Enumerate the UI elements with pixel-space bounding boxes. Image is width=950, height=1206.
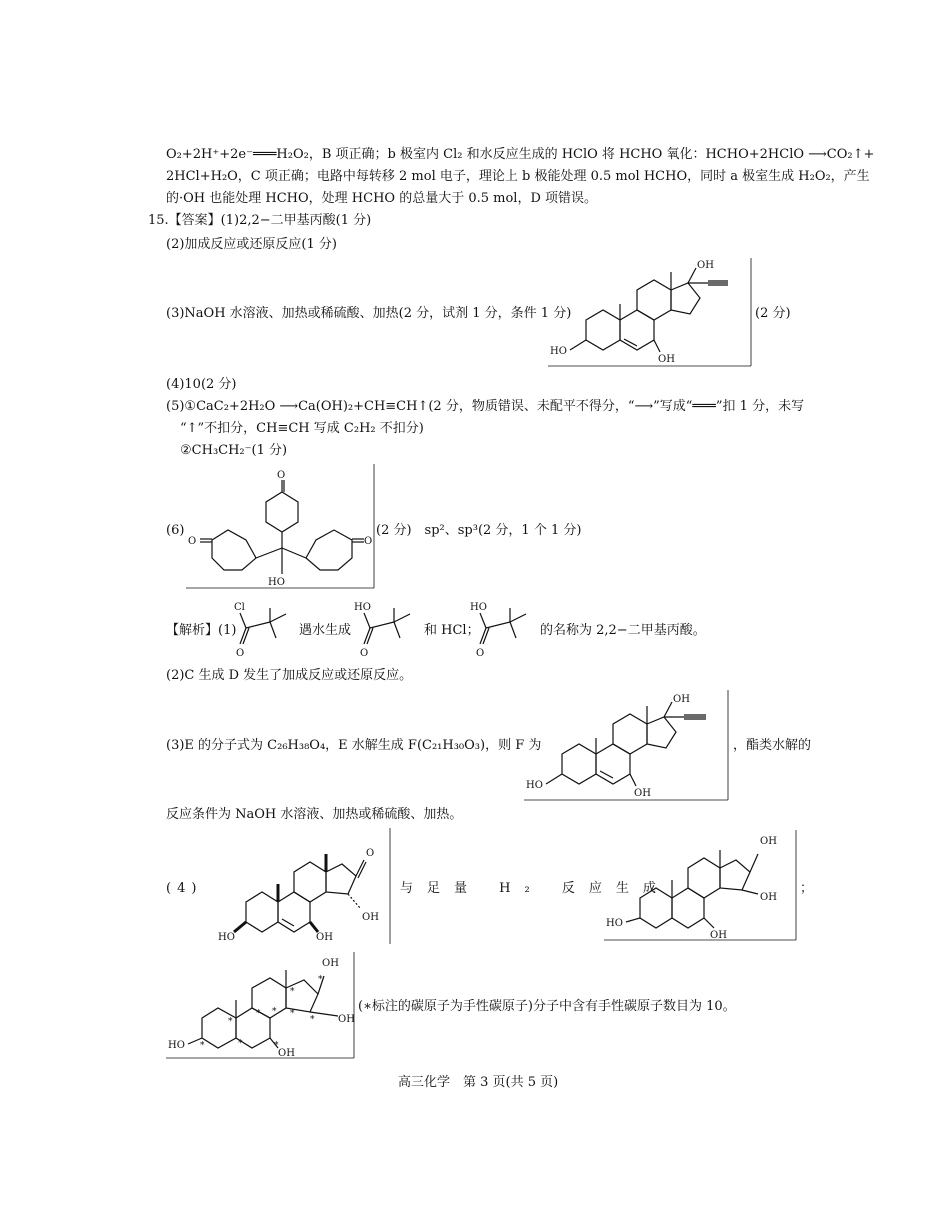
ho-label: HO: [526, 780, 543, 791]
chiral-star: *: [290, 1009, 295, 1019]
page-footer: 高三化学 第 3 页(共 5 页): [398, 1075, 559, 1090]
analysis-1-mid2: 和 HCl；: [424, 623, 480, 638]
analysis-2: (2)C 生成 D 发生了加成反应或还原反应。: [166, 668, 413, 683]
analysis-4-middle: 与足量 H₂ 反应生成: [400, 881, 670, 896]
chiral-star: *: [310, 1015, 315, 1025]
analysis-3-continued: 反应条件为 NaOH 水溶液、加热或稀硫酸、加热。: [166, 807, 463, 822]
chiral-star: *: [290, 987, 295, 997]
chiral-star: *: [228, 1017, 233, 1027]
q15-answer-5-line2: “↑”不扣分，CH≡CH 写成 C₂H₂ 不扣分): [180, 421, 424, 436]
analysis-3-text: (3)E 的分子式为 C₂₆H₃₈O₄，E 水解生成 F(C₂₁H₃₀O₃)，则 F 为: [166, 738, 542, 753]
pivalic-acid-structure: [352, 598, 424, 662]
q15-answer-6-score: (2 分) sp²、sp³(2 分，1 个 1 分): [376, 523, 582, 538]
oh-label: OH: [710, 930, 727, 941]
oh-label: OH: [338, 1014, 355, 1025]
oh-label: OH: [278, 1048, 295, 1059]
q15-answer-4: (4)10(2 分): [166, 377, 237, 392]
ho-label: HO: [268, 577, 285, 588]
oxygen-label: O: [476, 648, 485, 659]
pivalic-acid-structure: [468, 598, 540, 662]
oh-label: OH: [316, 932, 333, 943]
q14-text-line2: 2HCl+H₂O，C 项正确；电路中每转移 2 mol 电子，理论上 b 极能处理 0.5 mol HCHO，同时 a 极室生成 H₂O₂，产生: [166, 169, 870, 184]
oxygen-label: O: [188, 536, 197, 547]
steroid-ketone-structure: [216, 828, 392, 946]
analysis-4-label: (4): [166, 881, 203, 896]
ho-label: HO: [550, 346, 567, 357]
q14-text-line1: O₂+2H⁺+2e⁻═══H₂O₂，B 项正确；b 极室内 Cl₂ 和水反应生成的 HClO 将 HCHO 氧化：HCHO+2HClO ⟶CO₂↑+: [166, 147, 875, 162]
oh-label: OH: [760, 892, 777, 903]
chiral-star: *: [200, 1041, 205, 1051]
chiral-star: *: [274, 1041, 279, 1051]
chiral-star: *: [238, 1039, 243, 1049]
oh-label: OH: [697, 260, 714, 271]
q15-answer-2: (2)加成反应或还原反应(1 分): [166, 237, 337, 252]
oxygen-label: O: [277, 470, 286, 481]
analysis-3-tail: ，酯类水解的: [733, 738, 812, 753]
q15-answer-heading: 15.【答案】(1)2,2−二甲基丙酸(1 分): [148, 213, 372, 228]
analysis-1-mid1: 遇水生成: [299, 623, 352, 638]
analysis-4-semicolon: ；: [800, 881, 814, 896]
q14-text-line3: 的·OH 也能处理 HCHO，处理 HCHO 的总量大于 0.5 mol，D 项错误。: [166, 191, 598, 206]
tri-cyclohexanone-structure: [186, 464, 376, 590]
q15-answer-3: (3)NaOH 水溶液、加热或稀硫酸、加热(2 分，试剂 1 分，条件 1 分): [166, 306, 572, 321]
ho-label: HO: [354, 602, 371, 613]
analysis-1-end: 的名称为 2,2−二甲基丙酸。: [540, 623, 706, 638]
steroid-f-structure-answer: [548, 258, 753, 368]
chlorine-label: Cl: [234, 602, 245, 613]
steroid-tetraol-structure: [604, 830, 798, 942]
ho-label: HO: [218, 932, 235, 943]
ho-label: HO: [606, 918, 623, 929]
q15-answer-5-line1: (5)①CaC₂+2H₂O ⟶Ca(OH)₂+CH≡CH↑(2 分，物质错误、未配平不得分，“⟶”写成“═══”扣 1 分，未写: [166, 399, 805, 414]
oxygen-label: O: [364, 536, 373, 547]
steroid-chiral-carbons-structure: [166, 952, 356, 1060]
oh-label: OH: [673, 694, 690, 705]
analysis-4-end: (∗标注的碳原子为手性碳原子)分子中含有手性碳原子数目为 10。: [358, 999, 736, 1014]
oxygen-label: O: [360, 648, 369, 659]
oxygen-label: O: [366, 848, 375, 859]
q15-answer-5-line3: ②CH₃CH₂⁻(1 分): [180, 443, 288, 458]
chiral-star: *: [318, 975, 323, 985]
chiral-star: *: [272, 1007, 277, 1017]
analysis-1-prefix: 【解析】(1): [166, 623, 237, 638]
oh-label: OH: [322, 958, 339, 969]
q15-answer-6-label: (6): [166, 523, 185, 538]
q15-answer-3-score: (2 分): [755, 306, 791, 321]
oh-label: OH: [634, 788, 651, 799]
oxygen-label: O: [236, 648, 245, 659]
steroid-f-structure-analysis: [524, 690, 730, 802]
oh-label: OH: [362, 912, 379, 923]
oh-label: OH: [658, 354, 675, 365]
pivaloyl-chloride-structure: [232, 598, 294, 662]
ho-label: HO: [470, 602, 487, 613]
chiral-star: *: [256, 1009, 261, 1019]
oh-label: OH: [760, 836, 777, 847]
ho-label: HO: [168, 1040, 185, 1051]
